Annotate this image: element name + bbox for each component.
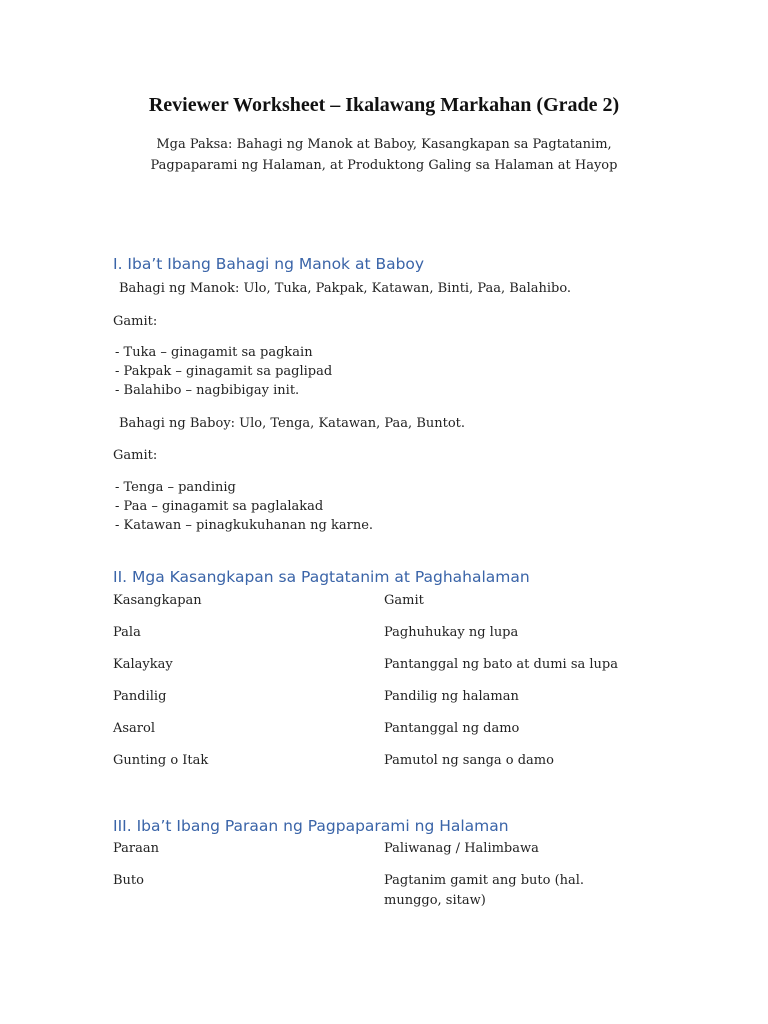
table-cell-use: Pamutol ng sanga o damo bbox=[384, 753, 554, 768]
table-header-paliwanag: Paliwanag / Halimbawa bbox=[384, 841, 539, 856]
gamit-label-baboy: Gamit: bbox=[113, 448, 158, 463]
table-cell-method: Buto bbox=[113, 873, 144, 888]
manok-use-item: - Pakpak – ginagamit sa paglipad bbox=[115, 364, 333, 379]
table-header-kasangkapan: Kasangkapan bbox=[113, 593, 202, 608]
baboy-parts-text: Bahagi ng Baboy: Ulo, Tenga, Katawan, Paa, Buntot. bbox=[119, 416, 466, 431]
baboy-use-item: - Paa – ginagamit sa paglalakad bbox=[115, 499, 324, 514]
section-1-heading: I. Iba’t Ibang Bahagi ng Manok at Baboy bbox=[113, 255, 425, 273]
document-title: Reviewer Worksheet – Ikalawang Markahan (Grade 2) bbox=[148, 94, 620, 116]
table-cell-tool: Pandilig bbox=[113, 689, 167, 704]
baboy-use-item: - Katawan – pinagkukuhanan ng karne. bbox=[115, 518, 374, 533]
document-subtitle: Mga Paksa: Bahagi ng Manok at Baboy, Kasangkapan sa Pagtatanim, Pagpaparami ng Halaman, at Produktong Galing sa Halaman at Hayop bbox=[150, 137, 618, 173]
table-cell-tool: Kalaykay bbox=[113, 657, 173, 672]
table-cell-use: Pandilig ng halaman bbox=[384, 689, 519, 704]
manok-parts-text: Bahagi ng Manok: Ulo, Tuka, Pakpak, Katawan, Binti, Paa, Balahibo. bbox=[119, 281, 572, 296]
section-2-heading: II. Mga Kasangkapan sa Pagtatanim at Paghahalaman bbox=[113, 568, 530, 586]
table-cell-use: Pantanggal ng bato at dumi sa lupa bbox=[384, 657, 618, 672]
table-cell-explanation: Pagtanim gamit ang buto (hal. munggo, sitaw) bbox=[384, 873, 585, 908]
gamit-label-manok: Gamit: bbox=[113, 314, 158, 329]
table-header-paraan: Paraan bbox=[113, 841, 160, 856]
baboy-use-item: - Tenga – pandinig bbox=[115, 480, 236, 495]
manok-use-item: - Balahibo – nagbibigay init. bbox=[115, 383, 300, 398]
table-cell-tool: Gunting o Itak bbox=[113, 753, 209, 768]
table-cell-tool: Asarol bbox=[113, 721, 156, 736]
table-cell-use: Paghuhukay ng lupa bbox=[384, 625, 519, 640]
section-3-heading: III. Iba’t Ibang Paraan ng Pagpaparami ng Halaman bbox=[113, 817, 509, 835]
table-cell-use: Pantanggal ng damo bbox=[384, 721, 520, 736]
table-cell-tool: Pala bbox=[113, 625, 141, 640]
table-header-gamit: Gamit bbox=[384, 593, 424, 608]
manok-use-item: - Tuka – ginagamit sa pagkain bbox=[115, 345, 313, 360]
